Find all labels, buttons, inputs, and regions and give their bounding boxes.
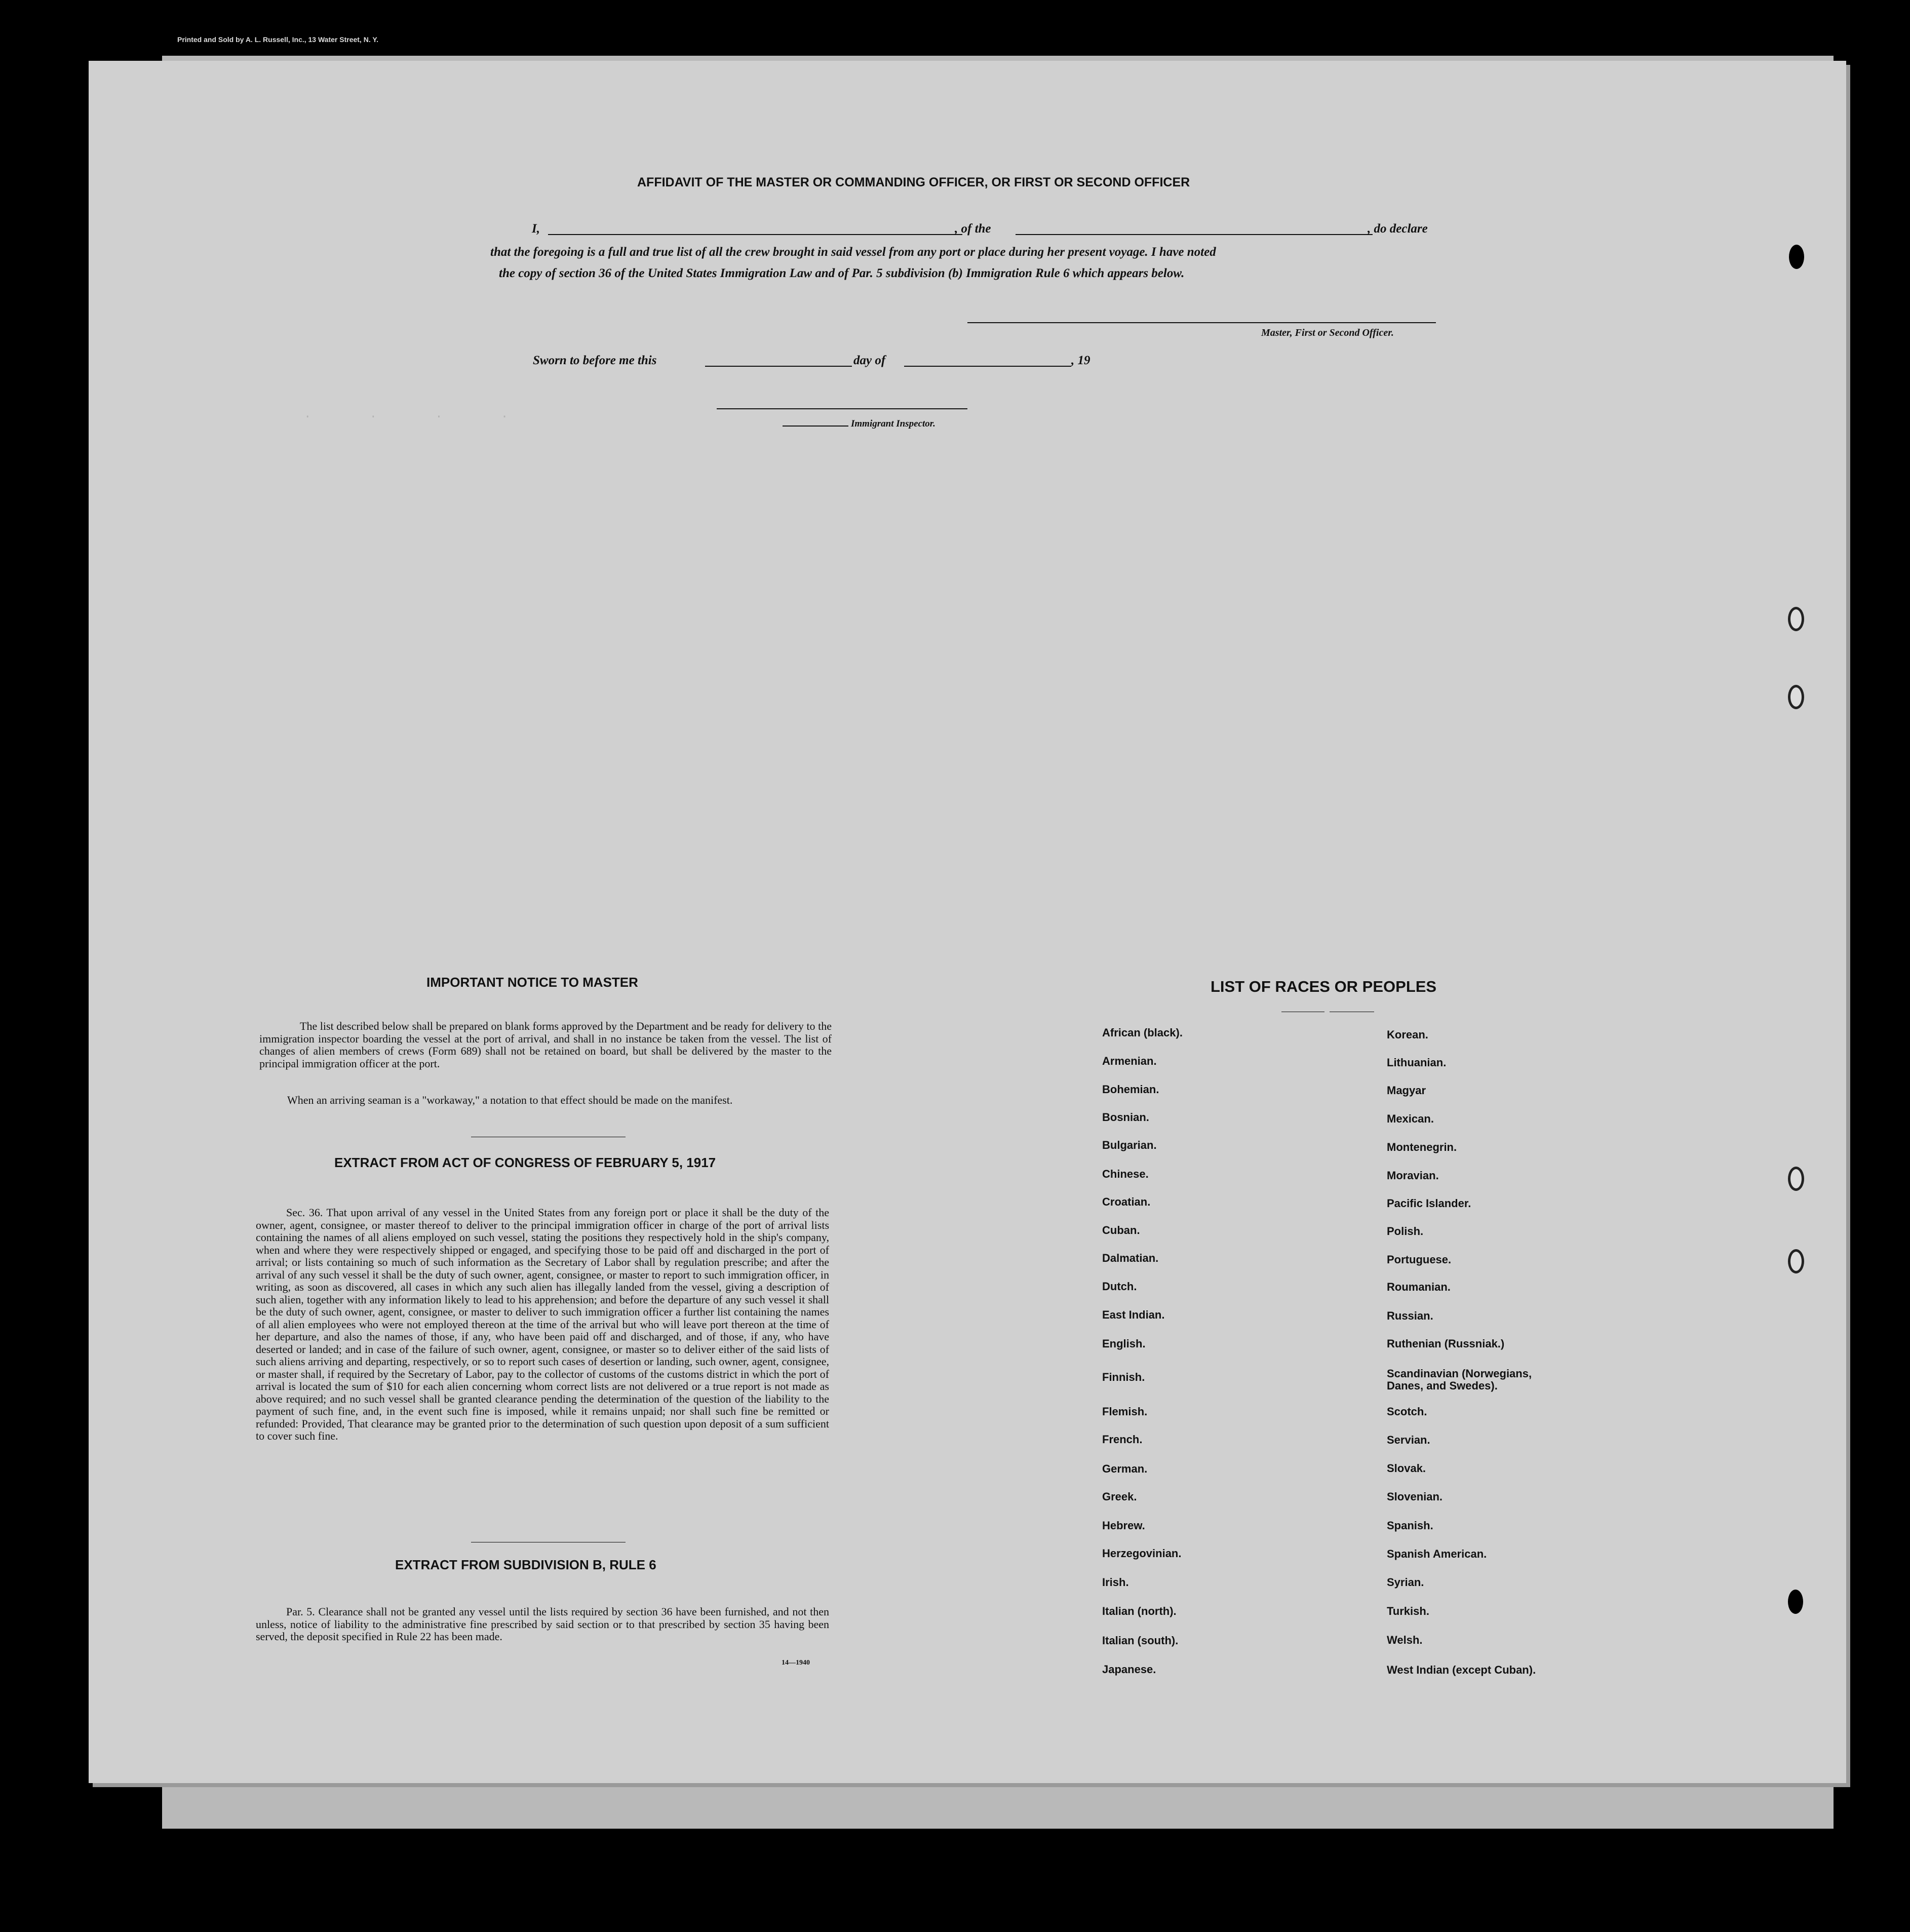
master-signature-line — [967, 322, 1436, 323]
printer-imprint: Printed and Sold by A. L. Russell, Inc., 13 Water Street, N. Y. — [177, 35, 379, 44]
inspector-short-line — [783, 426, 848, 427]
affidavit-declare-label: , do declare — [1368, 222, 1428, 236]
race-item: Bulgarian. — [1102, 1139, 1157, 1151]
race-item: Russian. — [1387, 1309, 1433, 1322]
act-body: Sec. 36. That upon arrival of any vessel in the United States from any foreign port or place it shall be the duty of the owner, agent, consignee, or master thereof to deliver to the principal immigration officer in charge of the port of arrival lists containing the names of all aliens employed on such vessel, stating the positions they respectively hold in the ship's company, when and where they were respectively shipped or engaged, and specifying those to be paid off and discharged in the port of arrival; or lists containing so much of such information as the Secretary of Labor shall by regulation prescribe; and after the arrival of any such vessel it shall be the duty of such owner, agent, consignee, or master to report to such immigration officer, in writing, as soon as discovered, all cases in which any such alien has illegally landed from the vessel, giving a description of such alien, together with any information likely to lead to his apprehension; and before the departure of any such vessel it shall be the duty of such owner, agent, consignee, or master to deliver to such immigration officer a further list containing the names of all alien employees who were not employed thereon at the time of the arrival but who will leave port thereon at the time of her departure, and also the names of those, if any, who have been paid off and discharged, and of those, if any, who have deserted or landed; and in case of the failure of such owner, agent, consignee, or master so to deliver either of the said lists of such aliens arriving and departing, respectively, or so to report such cases of desertion or landing, such owner, agent, consignee, or master shall, if required by the Secretary of Labor, pay to the collector of customs of the customs district in which the port of arrival is located the sum of $10 for each alien concerning whom correct lists are not delivered or a true report is not made as above required; and no such vessel shall be granted clearance pending the determination of the question of the liability to the payment of such fine, and, in the event such fine is imposed, while it remains unpaid; nor shall such fine be remitted or refunded: Provided, That clearance may be granted prior to the determination of such question upon deposit of a sum sufficient to cover such fine. — [256, 1206, 829, 1442]
race-item: Croatian. — [1102, 1195, 1151, 1208]
race-item: Scotch. — [1387, 1405, 1427, 1418]
binder-hole — [1788, 1249, 1804, 1273]
race-item: Welsh. — [1387, 1634, 1423, 1646]
race-item: English. — [1102, 1337, 1146, 1350]
affidavit-heading: AFFIDAVIT OF THE MASTER OR COMMANDING OFFICER, OR FIRST OR SECOND OFFICER — [637, 175, 1190, 189]
race-item: Magyar — [1387, 1084, 1426, 1097]
race-item: Moravian. — [1387, 1169, 1439, 1182]
race-item: Scandinavian (Norwegians, Danes, and Swedes). — [1387, 1367, 1532, 1392]
sworn-label: Sworn to before me this — [533, 354, 657, 367]
binder-hole — [1788, 607, 1804, 631]
binder-hole — [1788, 1167, 1804, 1191]
race-item: West Indian (except Cuban). — [1387, 1664, 1536, 1676]
race-item: East Indian. — [1102, 1308, 1165, 1321]
sworn-day-line — [705, 366, 852, 367]
binder-hole — [1789, 245, 1804, 269]
notice-paragraph-1: The list described below shall be prepared on blank forms approved by the Department and be ready for delivery to the immigration inspector boarding the vessel at the port of arrival, and shall in no instance be taken from the vessel. The list of changes of alien members of crews (Form 689) shall not be retained on board, but shall be delivered by the master to the principal immigration officer at the port. — [259, 1020, 832, 1070]
binder-hole — [1788, 685, 1804, 709]
race-item: Italian (south). — [1102, 1634, 1179, 1647]
rule-body: Par. 5. Clearance shall not be granted any vessel until the lists required by section 36 have been furnished, and not then unless, notice of liability to the administrative fine prescribed by said section or to that prescribed by section 35 having been served, the deposit specified in Rule 22 has been made. — [256, 1605, 829, 1643]
race-item: Slovak. — [1387, 1462, 1426, 1475]
race-item: Dalmatian. — [1102, 1252, 1159, 1264]
race-item: German. — [1102, 1462, 1148, 1475]
race-item: French. — [1102, 1433, 1143, 1446]
race-item: Dutch. — [1102, 1280, 1137, 1293]
race-item: Turkish. — [1387, 1605, 1429, 1617]
race-item: Mexican. — [1387, 1112, 1434, 1125]
race-item: Lithuanian. — [1387, 1056, 1447, 1069]
affidavit-line-2: that the foregoing is a full and true list of all the crew brought in said vessel from any port or place during her present voyage. I have noted — [490, 245, 1216, 259]
vessel-name-line — [1016, 234, 1373, 235]
bleed-through-text: · · · · — [304, 410, 509, 424]
affidavit-of-the-label: , of the — [955, 222, 991, 236]
race-item: Bosnian. — [1102, 1111, 1149, 1124]
race-item: Portuguese. — [1387, 1253, 1452, 1266]
day-of-label: day of — [853, 354, 886, 367]
binder-hole — [1788, 1590, 1803, 1614]
race-item: Bohemian. — [1102, 1083, 1159, 1096]
race-item: Herzegovinian. — [1102, 1547, 1182, 1560]
inspector-label: Immigrant Inspector. — [851, 418, 935, 429]
affidavit-line-3: the copy of section 36 of the United States Immigration Law and of Par. 5 subdivision (b) Immigration Rule 6 which appears below. — [499, 266, 1185, 280]
race-item: Italian (north). — [1102, 1605, 1177, 1617]
race-item: Servian. — [1387, 1434, 1430, 1446]
inspector-signature-line — [717, 408, 967, 409]
race-item: Japanese. — [1102, 1663, 1156, 1676]
race-item: Hebrew. — [1102, 1519, 1145, 1532]
race-item: Flemish. — [1102, 1405, 1148, 1418]
race-item: Cuban. — [1102, 1224, 1140, 1237]
races-heading: LIST OF RACES OR PEOPLES — [1211, 978, 1437, 995]
sworn-month-line — [904, 366, 1071, 367]
race-item: Montenegrin. — [1387, 1141, 1457, 1153]
race-item: Chinese. — [1102, 1168, 1149, 1180]
form-sheet — [89, 61, 1846, 1783]
race-item: Korean. — [1387, 1028, 1428, 1041]
race-item: Ruthenian (Russniak.) — [1387, 1337, 1505, 1350]
form-number: 14—1940 — [782, 1659, 810, 1667]
race-item: Slovenian. — [1387, 1490, 1443, 1503]
race-item: Pacific Islander. — [1387, 1197, 1471, 1210]
notice-heading: IMPORTANT NOTICE TO MASTER — [426, 975, 638, 990]
race-item: Polish. — [1387, 1225, 1424, 1238]
race-item: Roumanian. — [1387, 1281, 1451, 1293]
notice-paragraph-2: When an arriving seaman is a "workaway," a notation to that effect should be made on the manifest. — [287, 1094, 733, 1106]
race-item: Spanish American. — [1387, 1548, 1487, 1560]
race-item: Syrian. — [1387, 1576, 1424, 1589]
master-signature-label: Master, First or Second Officer. — [1261, 327, 1394, 338]
year-label: , 19 — [1071, 354, 1090, 367]
race-item: Greek. — [1102, 1490, 1137, 1503]
affidavit-i-label: I, — [532, 222, 540, 236]
race-item: Armenian. — [1102, 1055, 1157, 1067]
race-item: Spanish. — [1387, 1519, 1433, 1532]
act-heading: EXTRACT FROM ACT OF CONGRESS OF FEBRUARY 5, 1917 — [334, 1155, 716, 1170]
rule-heading: EXTRACT FROM SUBDIVISION B, RULE 6 — [395, 1557, 656, 1572]
race-item: African (black). — [1102, 1026, 1183, 1039]
officer-name-line — [548, 234, 962, 235]
race-item: Irish. — [1102, 1576, 1129, 1589]
race-item: Finnish. — [1102, 1371, 1145, 1383]
